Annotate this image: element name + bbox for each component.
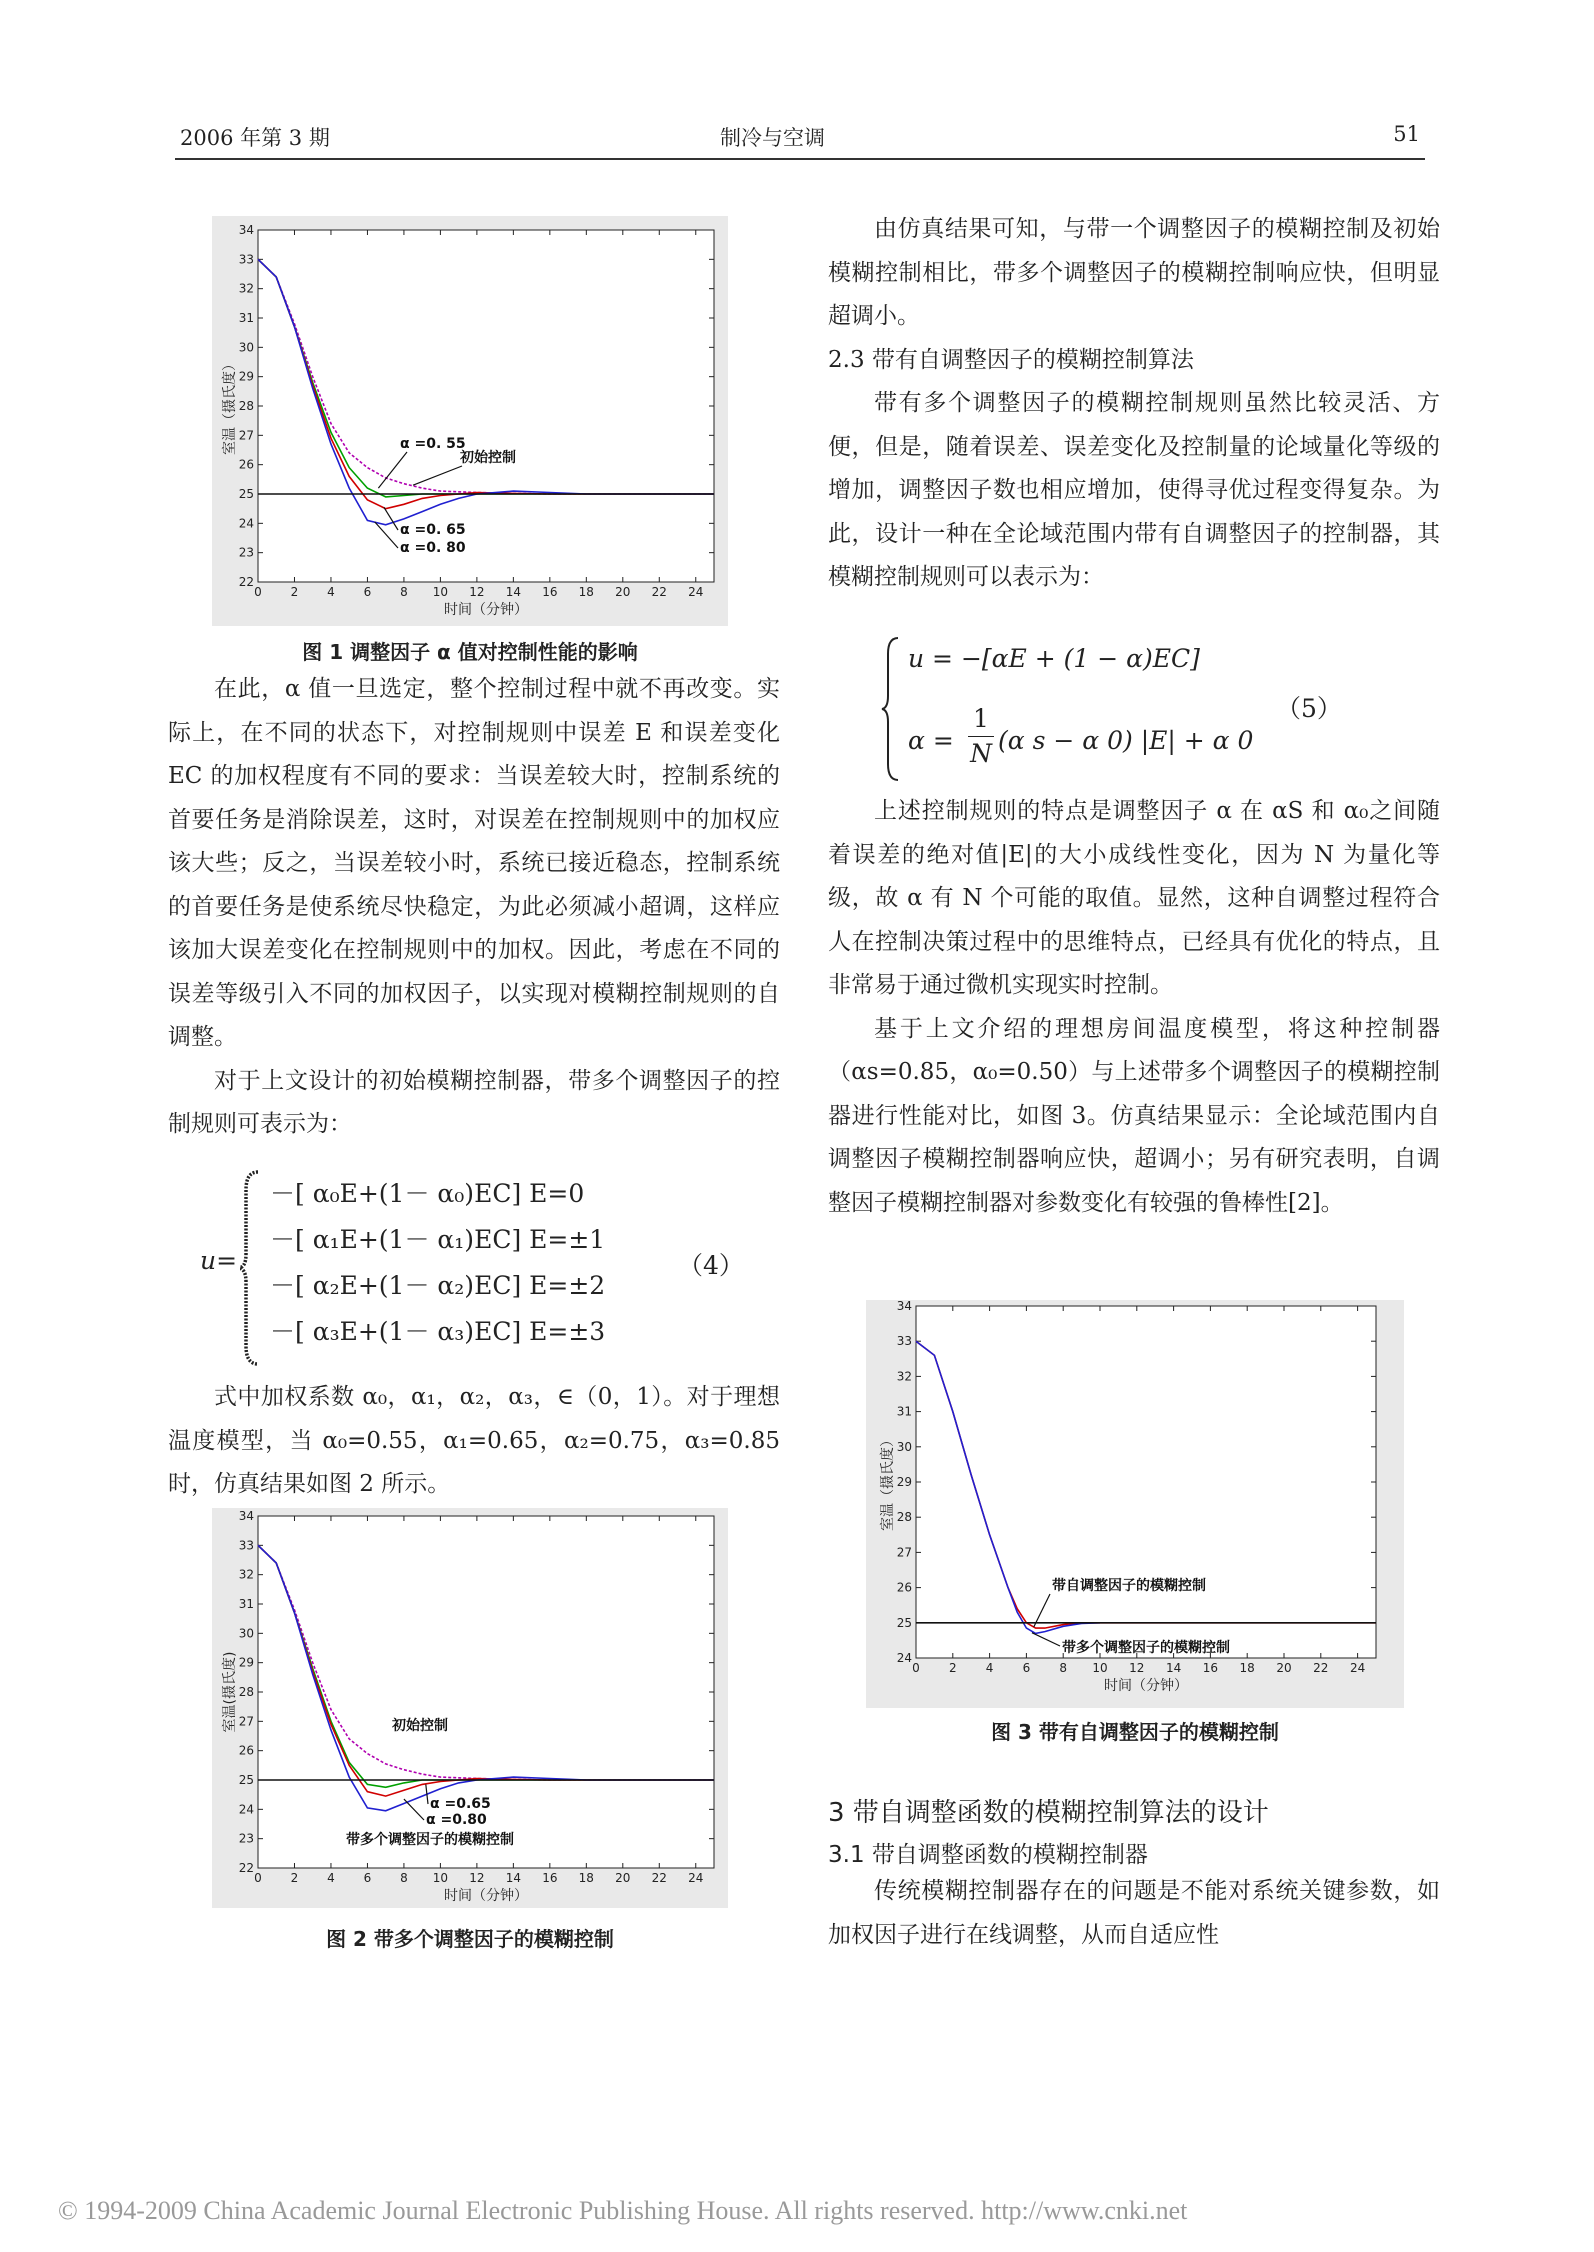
equation-row: －[ α₂E+(1－ α₂)EC] E=±2: [270, 1271, 606, 1300]
equation-lhs: u=: [200, 1246, 238, 1275]
x-tick-label: 22: [651, 585, 667, 599]
y-tick-label: 30: [238, 340, 254, 355]
annotation: 初始控制: [460, 450, 516, 466]
y-tick-label: 34: [238, 1509, 254, 1523]
y-tick-label: 32: [238, 281, 254, 296]
x-tick-label: 16: [542, 585, 558, 599]
x-tick-label: 12: [1129, 1661, 1145, 1675]
y-tick-label: 24: [238, 1802, 254, 1817]
annotation: α =0.80: [426, 1812, 487, 1828]
figure-3-chart: [866, 1300, 1404, 1708]
equation-row: (α s − α 0) |E| + α 0: [998, 726, 1254, 755]
paragraph: 上述控制规则的特点是调整因子 α 在 αS 和 α₀之间随着误差的绝对值|E|的大小成线性变化，因为 N 为量化等级，故 α 有 N 个可能的取值。显然，这种自调整过程符合人在控制决策过程中的思维特点，已经具有优化的特点，且非常易于通过微机实现实时控制。: [828, 798, 1440, 998]
y-tick-label: 34: [896, 1300, 912, 1313]
figure-1-caption: 图 1 调整因子 α 值对控制性能的影响: [302, 640, 638, 664]
y-tick-label: 25: [896, 1615, 912, 1630]
annotation: 带多个调整因子的模糊控制: [346, 1832, 514, 1848]
y-tick-label: 31: [238, 311, 254, 325]
x-tick-label: 20: [615, 585, 631, 599]
annotation: α =0.65: [430, 1796, 491, 1812]
y-tick-label: 24: [238, 516, 254, 531]
annotation: 初始控制: [392, 1718, 448, 1734]
fraction-numerator: 1: [968, 702, 994, 737]
x-tick-label: 8: [400, 1871, 408, 1885]
x-tick-label: 18: [578, 1871, 594, 1885]
x-axis-label: 时间（分钟）: [1104, 1678, 1188, 1694]
y-tick-label: 28: [896, 1510, 912, 1525]
y-tick-label: 27: [238, 1714, 254, 1729]
x-tick-label: 2: [948, 1661, 957, 1675]
y-tick-label: 31: [238, 1597, 254, 1611]
equation-row: －[ α₃E+(1－ α₃)EC] E=±3: [270, 1317, 606, 1346]
paragraph: 对于上文设计的初始模糊控制器，带多个调整因子的控制规则可表示为：: [168, 1067, 780, 1137]
paragraph: 带有多个调整因子的模糊控制规则虽然比较灵活、方便，但是，随着误差、误差变化及控制量的论域量化等级的增加，调整因子数也相应增加，使得寻优过程变得复杂。为此，设计一种在全论域范围内带有自调整因子的控制器，其模糊控制规则可以表示为：: [828, 390, 1440, 590]
x-tick-label: 12: [469, 585, 485, 599]
y-tick-label: 23: [238, 545, 254, 560]
x-axis-label: 时间（分钟）: [444, 1888, 528, 1904]
x-tick-label: 18: [1239, 1661, 1255, 1675]
y-tick-label: 29: [238, 369, 254, 384]
y-tick-label: 26: [238, 457, 254, 472]
x-tick-label: 2: [290, 585, 299, 599]
figure-2-chart: [212, 1508, 728, 1908]
y-tick-label: 32: [238, 1567, 254, 1582]
figure-3: [866, 1300, 1404, 1708]
y-tick-label: 22: [238, 575, 254, 589]
y-tick-label: 27: [896, 1545, 912, 1560]
y-tick-label: 30: [896, 1439, 912, 1454]
x-tick-label: 22: [651, 1871, 667, 1885]
annotation: 带多个调整因子的模糊控制: [1062, 1640, 1230, 1656]
x-tick-label: 24: [688, 1871, 704, 1885]
x-tick-label: 14: [505, 1871, 522, 1885]
y-tick-label: 33: [238, 1538, 254, 1553]
section-heading: 2.3 带有自调整因子的模糊控制算法: [828, 346, 1194, 373]
subsection-heading-3-1: 3.1 带自调整函数的模糊控制器: [828, 1842, 1148, 1868]
x-tick-label: 20: [615, 1871, 631, 1885]
x-tick-label: 16: [1202, 1661, 1219, 1675]
y-tick-label: 33: [238, 252, 254, 267]
paragraph: 在此，α 值一旦选定，整个控制过程中就不再改变。实际上，在不同的状态下，对控制规则中误差 E 和误差变化 EC 的加权程度有不同的要求：当误差较大时，控制系统的首要任务是消除误差，这时，对误差在控制规则中的加权应该大些；反之，当误差较小时，系统已接近稳态，控制系统的首要任务是使系统尽快稳定，为此必须减小超调，这样应该加大误差变化在控制规则中的加权。因此，考虑在不同的误差等级引入不同的加权因子，以实现对模糊控制规则的自调整。: [168, 676, 780, 1050]
section-heading-3: 3 带自调整函数的模糊控制算法的设计: [828, 1798, 1269, 1828]
x-tick-label: 6: [363, 1871, 372, 1885]
journal-issue: 2006 年第 3 期: [180, 126, 330, 150]
left-column-2: [168, 1376, 780, 1507]
x-tick-label: 4: [327, 1871, 335, 1885]
plot-area: [258, 230, 714, 582]
y-tick-label: 25: [238, 487, 254, 501]
figure-1: [212, 216, 728, 626]
x-tick-label: 0: [254, 585, 262, 599]
x-tick-label: 24: [688, 585, 704, 599]
y-tick-label: 32: [896, 1369, 912, 1384]
annotation: α =0. 65: [400, 522, 466, 538]
y-tick-label: 24: [896, 1651, 912, 1665]
figure-3-caption: 图 3 带有自调整因子的模糊控制: [991, 1720, 1279, 1744]
right-column-3: [828, 1870, 1440, 1957]
right-column: [828, 208, 1440, 600]
x-tick-label: 10: [432, 1871, 449, 1885]
equation-row: －[ α₀E+(1－ α₀)EC] E=0: [270, 1179, 585, 1208]
y-tick-label: 27: [238, 428, 254, 443]
y-tick-label: 25: [238, 1773, 254, 1787]
x-tick-label: 0: [254, 1871, 262, 1885]
annotation: α =0. 80: [400, 540, 466, 556]
figure-2: [212, 1508, 728, 1908]
paragraph: 基于上文介绍的理想房间温度模型，将这种控制器（αs=0.85，α₀=0.50）与上述带多个调整因子的模糊控制器进行性能对比，如图 3。仿真结果显示：全论域范围内自调整因子模糊控制器响应快，超调小；另有研究表明，自调整因子模糊控制器对参数变化有较强的鲁棒性[2]。: [828, 1015, 1440, 1216]
equation-4: [200, 1168, 760, 1368]
y-tick-label: 22: [238, 1861, 254, 1875]
annotation: α =0. 55: [400, 436, 466, 452]
y-tick-label: 28: [238, 1685, 254, 1699]
x-tick-label: 4: [327, 585, 335, 599]
brace-icon: [240, 1170, 262, 1366]
plot-area: [916, 1306, 1376, 1658]
x-tick-label: 16: [542, 1871, 558, 1885]
page-number: 51: [1393, 122, 1420, 146]
x-tick-label: 20: [1276, 1661, 1292, 1675]
fraction-denominator: N: [970, 739, 992, 768]
paragraph: 由仿真结果可知，与带一个调整因子的模糊控制及初始模糊控制相比，带多个调整因子的模糊控制响应快，但明显超调小。: [828, 216, 1440, 329]
paragraph: 式中加权系数 α₀，α₁，α₂，α₃，∈（0，1）。对于理想温度模型，当 α₀=0.55，α₁=0.65，α₂=0.75，α₃=0.85 时，仿真结果如图 2 所示。: [168, 1384, 780, 1497]
y-tick-label: 31: [896, 1404, 912, 1419]
brace-icon: [880, 634, 902, 784]
equation-number: （5）: [1276, 694, 1342, 723]
y-axis-label: 室温(摄氏度): [222, 1651, 238, 1733]
y-tick-label: 28: [238, 399, 254, 413]
x-tick-label: 6: [1022, 1661, 1031, 1675]
figure-1-chart: [212, 216, 728, 626]
y-tick-label: 26: [896, 1580, 912, 1595]
x-tick-label: 6: [363, 585, 372, 599]
y-tick-label: 29: [896, 1475, 912, 1489]
x-tick-label: 10: [1092, 1661, 1108, 1675]
x-axis-label: 时间（分钟）: [444, 602, 528, 618]
x-tick-label: 0: [912, 1661, 920, 1675]
right-column-2: [828, 790, 1440, 1225]
equation-row: α =: [908, 726, 954, 755]
equation-number: （4）: [678, 1251, 744, 1280]
x-tick-label: 8: [1059, 1661, 1068, 1675]
figure-2-caption: 图 2 带多个调整因子的模糊控制: [326, 1927, 614, 1951]
equation-row: u = −[αE + (1 − α)EC]: [908, 644, 1200, 673]
y-tick-label: 23: [238, 1831, 254, 1846]
paragraph: 传统模糊控制器存在的问题是不能对系统关键参数，如加权因子进行在线调整，从而自适应性: [828, 1878, 1440, 1948]
annotation: 带自调整因子的模糊控制: [1052, 1578, 1206, 1594]
x-tick-label: 8: [400, 585, 408, 599]
fraction: [968, 702, 994, 771]
x-tick-label: 22: [1313, 1661, 1329, 1675]
left-column: [168, 668, 780, 1147]
x-tick-label: 14: [1165, 1661, 1182, 1675]
equation-row: －[ α₁E+(1－ α₁)EC] E=±1: [270, 1225, 606, 1254]
page-header: [175, 118, 1425, 160]
x-tick-label: 4: [985, 1661, 994, 1675]
x-tick-label: 24: [1349, 1661, 1366, 1675]
equation-5: [880, 634, 1440, 784]
y-tick-label: 29: [238, 1655, 254, 1670]
y-axis-label: 室温（摄氏度）: [880, 1433, 896, 1531]
x-tick-label: 10: [432, 585, 449, 599]
y-tick-label: 30: [238, 1626, 254, 1641]
x-tick-label: 18: [578, 585, 594, 599]
y-tick-label: 33: [896, 1334, 912, 1349]
x-tick-label: 14: [505, 585, 522, 599]
x-tick-label: 12: [469, 1871, 485, 1885]
y-tick-label: 34: [238, 223, 254, 237]
x-tick-label: 2: [290, 1871, 299, 1885]
journal-title: 制冷与空调: [720, 126, 825, 150]
copyright-footer: © 1994-2009 China Academic Journal Electronic Publishing House. All rights reserved. http://www.cnki.net: [58, 2196, 1188, 2225]
y-axis-label: 室温（摄氏度）: [222, 357, 238, 455]
y-tick-label: 26: [238, 1743, 254, 1758]
